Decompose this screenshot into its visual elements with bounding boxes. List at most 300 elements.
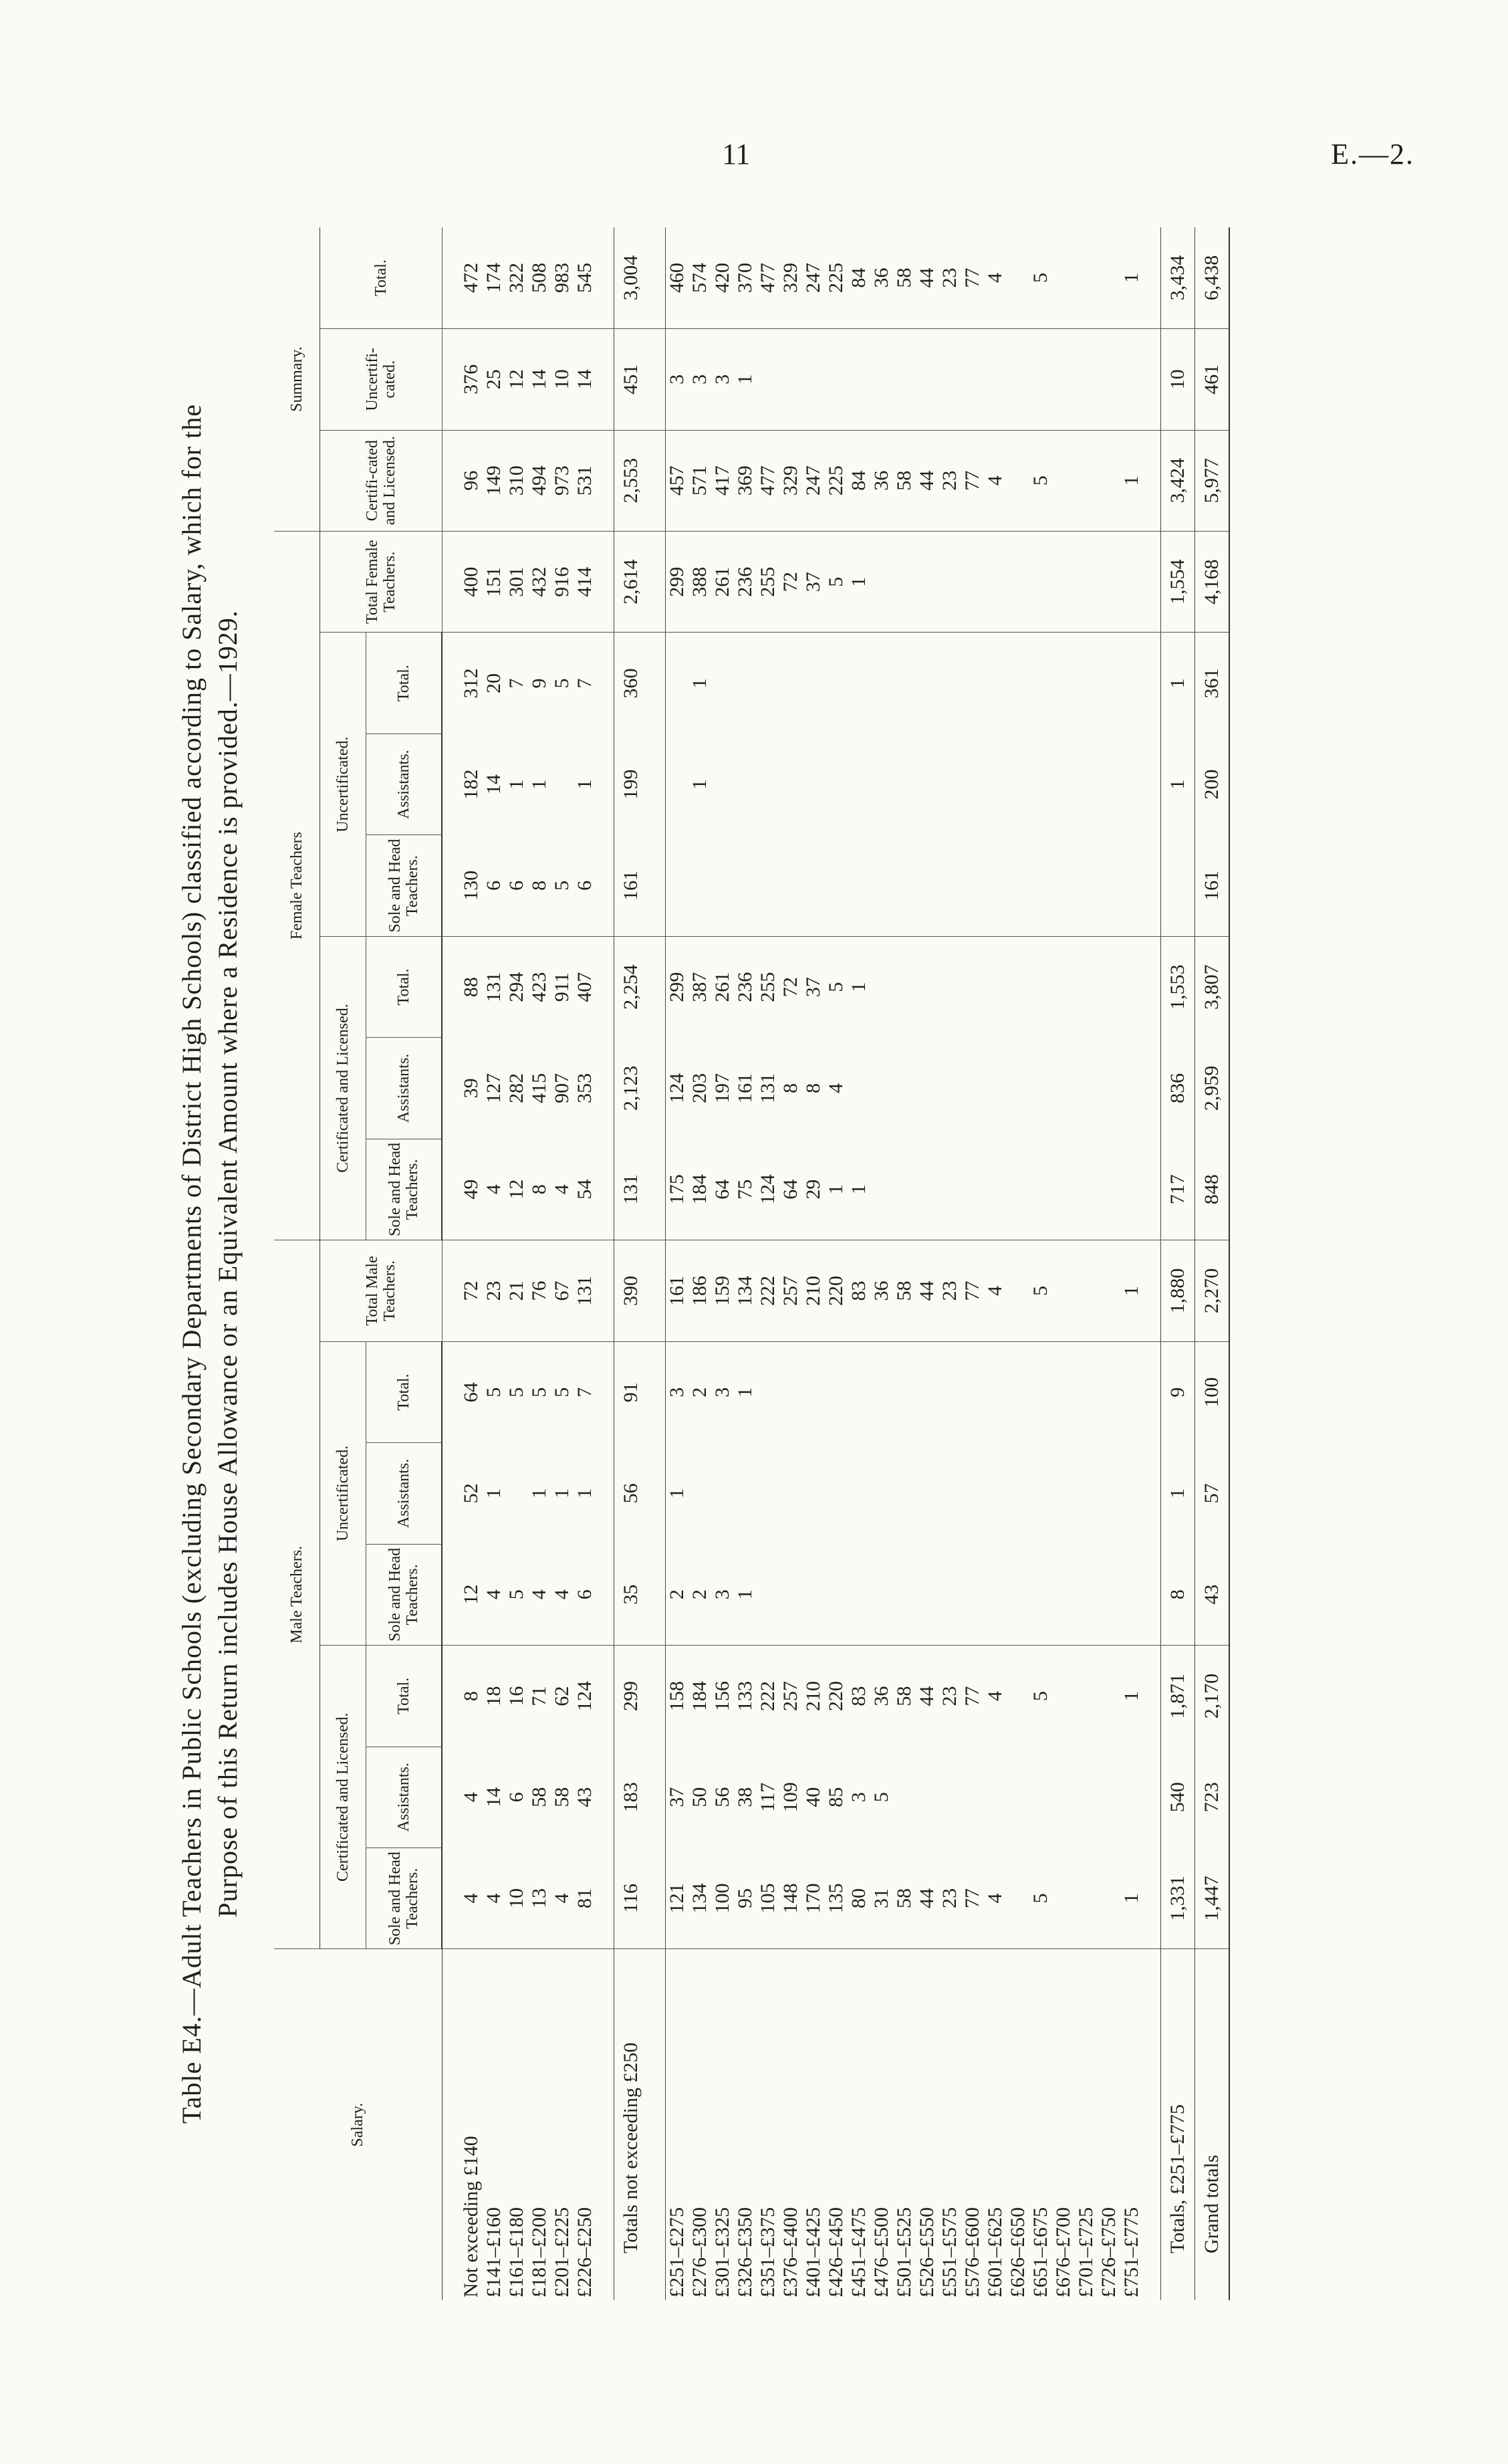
table-cell: 299 bbox=[666, 936, 689, 1037]
table-cell: 222 bbox=[757, 1646, 779, 1747]
table-cell: 5 bbox=[551, 633, 574, 734]
table-cell: 388 bbox=[688, 532, 711, 633]
table-cell bbox=[984, 734, 1007, 834]
table-cell bbox=[1120, 734, 1143, 834]
table-cell bbox=[870, 1341, 893, 1442]
table-cell bbox=[802, 1341, 825, 1442]
female-uncert-sole-header: Sole and Head Teachers. bbox=[366, 835, 443, 936]
table-cell: 183 bbox=[614, 1747, 648, 1847]
female-uncert-assist-header: Assistants. bbox=[366, 734, 443, 834]
table-cell: 1,331 bbox=[1161, 1847, 1195, 1948]
table-cell bbox=[893, 1544, 916, 1645]
table-cell: 361 bbox=[1195, 633, 1230, 734]
table-cell bbox=[505, 1443, 528, 1544]
table-cell: 10 bbox=[551, 329, 574, 430]
table-cell bbox=[757, 1544, 779, 1645]
table-cell: 134 bbox=[688, 1883, 711, 1914]
table-cell: 64 bbox=[711, 1179, 733, 1200]
table-cell: 77 bbox=[961, 430, 984, 531]
table-row bbox=[779, 227, 802, 2300]
table-cell: 4 bbox=[483, 1184, 505, 1195]
table-cell bbox=[1120, 329, 1143, 430]
table-cell: 12 bbox=[460, 1584, 482, 1605]
row-label: £326–£350 bbox=[734, 1949, 757, 2300]
table-cell: 574 bbox=[688, 263, 711, 294]
table-cell: 85 bbox=[825, 1787, 847, 1807]
table-cell bbox=[1075, 1747, 1098, 1847]
table-cell bbox=[1007, 1646, 1029, 1747]
table-cell bbox=[1029, 633, 1052, 734]
table-cell: 54 bbox=[574, 1179, 596, 1200]
table-cell: 1 bbox=[1120, 430, 1143, 531]
table-cell: 131 bbox=[574, 1240, 596, 1342]
table-cell bbox=[1075, 734, 1098, 834]
table-cell: 3 bbox=[666, 1341, 689, 1442]
table-row bbox=[528, 227, 551, 2300]
table-cell: 80 bbox=[848, 1888, 870, 1908]
female-cert-total-header: Total. bbox=[366, 936, 443, 1037]
table-row bbox=[961, 227, 984, 2300]
table-cell: 220 bbox=[825, 1240, 848, 1342]
table-cell: 37 bbox=[802, 532, 825, 633]
table-cell: 77 bbox=[961, 267, 983, 288]
male-cert-header: Certificated and Licensed. bbox=[320, 1646, 366, 1949]
table-cell: 5,977 bbox=[1195, 430, 1230, 531]
table-cell bbox=[870, 329, 893, 430]
table-cell bbox=[1007, 532, 1029, 633]
table-cell bbox=[916, 329, 938, 430]
spacer-row bbox=[1143, 227, 1161, 2300]
table-cell: 8 bbox=[528, 1184, 550, 1195]
row-label: £451–£475 bbox=[848, 1949, 870, 2300]
table-cell bbox=[1075, 1341, 1098, 1442]
table-cell: 83 bbox=[848, 1646, 870, 1747]
table-cell: 1 bbox=[1120, 273, 1142, 284]
table-cell bbox=[1052, 1139, 1075, 1240]
table-cell bbox=[1052, 1544, 1075, 1645]
table-cell: 161 bbox=[614, 835, 648, 936]
table-cell bbox=[938, 1341, 961, 1442]
table-cell bbox=[1098, 1847, 1120, 1948]
table-cell: 23 bbox=[938, 267, 961, 288]
table-cell: 973 bbox=[551, 430, 574, 531]
table-body bbox=[442, 227, 1229, 2300]
subtotal-row bbox=[1161, 227, 1195, 2300]
table-cell: 44 bbox=[916, 1888, 938, 1908]
table-cell bbox=[984, 1139, 1007, 1240]
table-cell bbox=[961, 532, 984, 633]
table-cell bbox=[1098, 329, 1120, 430]
summary-total-header: Total. bbox=[320, 227, 443, 329]
male-uncert-header: Uncertificated. bbox=[320, 1341, 366, 1645]
table-cell: 255 bbox=[757, 936, 779, 1037]
table-cell bbox=[1029, 1443, 1052, 1544]
table-cell: 121 bbox=[666, 1847, 689, 1948]
table-cell: 199 bbox=[614, 734, 648, 834]
table-cell: 186 bbox=[688, 1240, 711, 1342]
table-cell: 4 bbox=[460, 1792, 482, 1803]
table-cell bbox=[1161, 835, 1195, 936]
table-cell: 2,254 bbox=[614, 936, 648, 1037]
table-cell bbox=[802, 734, 825, 834]
table-cell bbox=[1098, 1544, 1120, 1645]
table-cell: 4 bbox=[984, 273, 1006, 284]
table-cell: 39 bbox=[460, 1078, 482, 1099]
table-cell bbox=[1120, 532, 1143, 633]
table-row bbox=[825, 227, 848, 2300]
table-cell bbox=[1052, 835, 1075, 936]
table-cell bbox=[893, 1443, 916, 1544]
table-row bbox=[460, 227, 483, 2300]
table-cell bbox=[1029, 532, 1052, 633]
table-cell bbox=[848, 1544, 870, 1645]
table-cell bbox=[938, 734, 961, 834]
table-cell: 84 bbox=[848, 430, 870, 531]
table-cell: 983 bbox=[551, 263, 573, 294]
table-cell: 1 bbox=[1161, 1443, 1195, 1544]
table-cell bbox=[984, 1544, 1007, 1645]
table-cell: 387 bbox=[688, 936, 711, 1037]
table-cell bbox=[1120, 1747, 1143, 1847]
row-label: £426–£450 bbox=[825, 1949, 848, 2300]
table-cell: 4 bbox=[483, 1589, 505, 1600]
female-uncert-total-header: Total. bbox=[366, 633, 443, 734]
table-row bbox=[574, 227, 596, 2300]
table-cell bbox=[848, 1443, 870, 1544]
table-cell bbox=[1007, 734, 1029, 834]
table-cell: 353 bbox=[574, 1073, 596, 1103]
table-cell: 7 bbox=[505, 633, 528, 734]
table-cell bbox=[893, 532, 916, 633]
table-cell: 836 bbox=[1161, 1038, 1195, 1139]
male-uncert-assist-header: Assistants. bbox=[366, 1443, 443, 1544]
male-cert-sole-header: Sole and Head Teachers. bbox=[366, 1847, 443, 1948]
table-cell bbox=[1007, 1747, 1029, 1847]
table-cell: 3,807 bbox=[1195, 936, 1230, 1037]
table-cell: 18 bbox=[483, 1646, 505, 1747]
table-cell bbox=[825, 1443, 848, 1544]
table-cell: 400 bbox=[460, 532, 483, 633]
table-cell bbox=[1075, 1240, 1098, 1342]
table-cell: 5 bbox=[1029, 273, 1051, 284]
table-cell bbox=[1029, 1544, 1052, 1645]
table-cell: 13 bbox=[528, 1888, 550, 1908]
table-cell: 77 bbox=[961, 1888, 983, 1908]
table-cell bbox=[1075, 1646, 1098, 1747]
table-cell: 299 bbox=[666, 532, 689, 633]
table-cell: 916 bbox=[551, 532, 574, 633]
table-cell: 407 bbox=[574, 936, 596, 1037]
table-cell bbox=[848, 835, 870, 936]
table-cell: 329 bbox=[779, 263, 801, 294]
table-cell: 1,553 bbox=[1161, 936, 1195, 1037]
table-cell bbox=[916, 1341, 938, 1442]
table-cell: 4 bbox=[984, 1240, 1007, 1342]
table-cell: 1 bbox=[1161, 734, 1195, 834]
table-cell: 1 bbox=[688, 779, 711, 790]
table-cell bbox=[984, 329, 1007, 430]
table-cell: 36 bbox=[870, 1240, 893, 1342]
table-cell bbox=[984, 1443, 1007, 1544]
table-cell bbox=[848, 1341, 870, 1442]
table-cell bbox=[984, 1341, 1007, 1442]
table-cell: 247 bbox=[802, 263, 824, 294]
table-cell bbox=[757, 835, 779, 936]
table-cell: 415 bbox=[528, 1073, 550, 1103]
table-cell bbox=[916, 532, 938, 633]
table-cell: 4 bbox=[460, 1893, 482, 1904]
table-cell: 5 bbox=[505, 1341, 528, 1442]
table-cell: 5 bbox=[870, 1792, 892, 1803]
table-cell: 222 bbox=[757, 1240, 779, 1342]
table-cell: 460 bbox=[666, 227, 689, 329]
table-cell bbox=[1029, 835, 1052, 936]
table-cell bbox=[1007, 1443, 1029, 1544]
table-cell bbox=[1052, 1240, 1075, 1342]
table-cell: 2 bbox=[688, 1589, 711, 1600]
table-cell bbox=[711, 734, 734, 834]
row-label: £726–£750 bbox=[1098, 1949, 1120, 2300]
table-cell bbox=[848, 633, 870, 734]
table-cell: 31 bbox=[870, 1888, 892, 1908]
table-cell bbox=[961, 1544, 984, 1645]
table-cell: 477 bbox=[757, 263, 779, 294]
table-cell: 52 bbox=[460, 1483, 482, 1504]
table-cell: 203 bbox=[688, 1073, 711, 1103]
table-cell: 4 bbox=[984, 1646, 1007, 1747]
table-cell: 1 bbox=[848, 532, 870, 633]
summary-uncert-header: Uncertifi-cated. bbox=[320, 329, 443, 430]
table-cell: 56 bbox=[614, 1443, 648, 1544]
table-cell: 257 bbox=[779, 1240, 802, 1342]
table-cell: 4 bbox=[984, 430, 1007, 531]
table-cell: 23 bbox=[938, 1240, 961, 1342]
table-cell bbox=[961, 1038, 984, 1139]
table-cell: 1 bbox=[848, 936, 870, 1037]
table-cell bbox=[1052, 633, 1075, 734]
table-cell: 133 bbox=[734, 1646, 757, 1747]
row-label: £476–£500 bbox=[870, 1949, 893, 2300]
table-cell bbox=[893, 1038, 916, 1139]
table-cell bbox=[916, 1139, 938, 1240]
table-cell: 8 bbox=[460, 1646, 483, 1747]
table-cell bbox=[802, 835, 825, 936]
table-cell: 58 bbox=[528, 1787, 550, 1807]
table-cell: 117 bbox=[757, 1782, 779, 1812]
total-male-header: Total Male Teachers. bbox=[320, 1240, 443, 1342]
table-cell: 3 bbox=[848, 1792, 870, 1803]
table-cell: 236 bbox=[734, 532, 757, 633]
table-cell: 477 bbox=[757, 430, 779, 531]
table-cell bbox=[1120, 936, 1143, 1037]
table-cell: 1 bbox=[734, 1589, 756, 1600]
female-uncert-header: Uncertificated. bbox=[320, 633, 366, 936]
table-cell: 14 bbox=[528, 329, 551, 430]
table-cell bbox=[1098, 1038, 1120, 1139]
table-cell bbox=[779, 329, 802, 430]
table-cell bbox=[1098, 1747, 1120, 1847]
table-cell bbox=[1007, 633, 1029, 734]
table-cell: 1 bbox=[574, 1488, 596, 1498]
row-label: Not exceeding £140 bbox=[460, 1949, 483, 2300]
table-cell: 255 bbox=[757, 532, 779, 633]
row-label: £526–£550 bbox=[916, 1949, 938, 2300]
row-label: £551–£575 bbox=[938, 1949, 961, 2300]
male-cert-assist-header: Assistants. bbox=[366, 1747, 443, 1847]
table-cell bbox=[825, 1341, 848, 1442]
table-cell bbox=[893, 936, 916, 1037]
table-cell: 5 bbox=[528, 1341, 551, 1442]
table-cell bbox=[961, 835, 984, 936]
table-cell bbox=[779, 1341, 802, 1442]
table-cell bbox=[938, 532, 961, 633]
table-cell bbox=[1120, 633, 1143, 734]
table-cell: 184 bbox=[688, 1646, 711, 1747]
table-cell bbox=[1098, 734, 1120, 834]
table-cell: 1 bbox=[825, 1184, 847, 1195]
table-cell: 159 bbox=[711, 1240, 734, 1342]
table-cell: 1 bbox=[528, 1488, 550, 1498]
table-row bbox=[505, 227, 528, 2300]
table-cell bbox=[938, 1139, 961, 1240]
table-cell: 417 bbox=[711, 430, 734, 531]
table-cell: 184 bbox=[688, 1174, 711, 1205]
table-cell: 14 bbox=[483, 1787, 505, 1807]
table-cell bbox=[1052, 1443, 1075, 1544]
table-cell: 1 bbox=[848, 1184, 870, 1195]
table-title-line-1: Table E4.—Adult Teachers in Public Schools (excluding Secondary Departments of District High Schools) classified according to Salary, which for the bbox=[176, 404, 207, 2124]
table-cell: 116 bbox=[614, 1847, 648, 1948]
table-cell bbox=[1098, 227, 1120, 329]
table-cell bbox=[916, 835, 938, 936]
table-cell: 220 bbox=[825, 1646, 848, 1747]
table-cell: 58 bbox=[893, 267, 915, 288]
table-row bbox=[734, 227, 757, 2300]
table-cell bbox=[1120, 1544, 1143, 1645]
table-cell: 37 bbox=[802, 936, 825, 1037]
table-cell bbox=[825, 1544, 848, 1645]
table-row bbox=[1029, 227, 1052, 2300]
row-label: £181–£200 bbox=[528, 1949, 551, 2300]
table-cell: 369 bbox=[734, 430, 757, 531]
table-cell: 508 bbox=[528, 263, 550, 294]
row-label: £501–£525 bbox=[893, 1949, 916, 2300]
table-cell bbox=[666, 734, 689, 834]
table-cell bbox=[1075, 227, 1098, 329]
table-cell: 58 bbox=[893, 430, 916, 531]
row-label: £676–£700 bbox=[1052, 1949, 1075, 2300]
table-cell: 134 bbox=[734, 1240, 757, 1342]
table-cell bbox=[1052, 227, 1075, 329]
table-cell: 10 bbox=[1161, 329, 1195, 430]
table-cell bbox=[734, 734, 757, 834]
table-cell: 131 bbox=[757, 1073, 779, 1103]
table-cell bbox=[1098, 1646, 1120, 1747]
table-cell bbox=[757, 734, 779, 834]
page-reference: E.—2. bbox=[1331, 138, 1414, 171]
table-cell: 12 bbox=[505, 329, 528, 430]
table-row bbox=[1098, 227, 1120, 2300]
table-cell: 432 bbox=[528, 532, 551, 633]
row-label: £161–£180 bbox=[505, 1949, 528, 2300]
table-cell: 7 bbox=[574, 1341, 596, 1442]
table-cell bbox=[916, 1038, 938, 1139]
table-cell: 5 bbox=[825, 532, 848, 633]
table-row bbox=[688, 227, 711, 2300]
table-cell: 64 bbox=[460, 1341, 483, 1442]
table-cell: 8 bbox=[779, 1083, 801, 1093]
table-cell bbox=[779, 835, 802, 936]
table-cell bbox=[870, 1443, 893, 1544]
table-cell: 1 bbox=[505, 779, 527, 790]
table-cell bbox=[734, 835, 757, 936]
table-cell: 5 bbox=[551, 880, 573, 891]
table-row bbox=[916, 227, 938, 2300]
table-cell bbox=[1029, 1341, 1052, 1442]
table-title-line-2: Purpose of this Return includes House Allowance or an Equivalent Amount where a Residence is provided.—1929. bbox=[213, 610, 243, 1918]
male-cert-total-header: Total. bbox=[366, 1646, 443, 1747]
table-cell: 4 bbox=[551, 1893, 573, 1904]
table-cell: 23 bbox=[938, 1646, 961, 1747]
table-cell bbox=[1075, 1544, 1098, 1645]
table-cell: 257 bbox=[779, 1646, 802, 1747]
table-cell bbox=[1029, 1139, 1052, 1240]
table-cell bbox=[1052, 1038, 1075, 1139]
table-cell: 322 bbox=[505, 263, 527, 294]
row-label: £651–£675 bbox=[1029, 1949, 1052, 2300]
table-cell: 1 bbox=[1161, 633, 1195, 734]
table-cell bbox=[757, 329, 779, 430]
table-cell: 81 bbox=[574, 1888, 596, 1908]
table-row bbox=[1075, 227, 1098, 2300]
table-cell bbox=[802, 1443, 825, 1544]
table-cell: 29 bbox=[802, 1179, 824, 1200]
table-cell bbox=[1029, 1747, 1052, 1847]
table-cell: 3 bbox=[688, 329, 711, 430]
table-cell bbox=[1075, 1139, 1098, 1240]
table-cell: 75 bbox=[734, 1179, 756, 1200]
salary-table bbox=[274, 227, 1230, 2300]
table-cell bbox=[1007, 1341, 1029, 1442]
row-label: £301–£325 bbox=[711, 1949, 734, 2300]
table-cell bbox=[870, 633, 893, 734]
table-cell: 197 bbox=[711, 1073, 733, 1103]
table-cell bbox=[1075, 329, 1098, 430]
table-cell bbox=[1052, 430, 1075, 531]
table-cell bbox=[1052, 1646, 1075, 1747]
table-cell: 1,554 bbox=[1161, 532, 1195, 633]
table-cell bbox=[1075, 1847, 1098, 1948]
row-label: £351–£375 bbox=[757, 1949, 779, 2300]
table-cell: 2,123 bbox=[614, 1038, 648, 1139]
table-cell: 6 bbox=[574, 1589, 596, 1600]
table-cell: 84 bbox=[848, 267, 870, 288]
table-cell: 4,168 bbox=[1195, 532, 1230, 633]
table-cell: 156 bbox=[711, 1646, 734, 1747]
table-cell: 9 bbox=[528, 633, 551, 734]
table-cell bbox=[1075, 532, 1098, 633]
table-cell bbox=[1098, 1443, 1120, 1544]
table-cell: 14 bbox=[574, 329, 596, 430]
table-cell bbox=[1052, 329, 1075, 430]
table-cell bbox=[711, 1443, 734, 1544]
table-cell: 21 bbox=[505, 1240, 528, 1342]
table-cell bbox=[893, 835, 916, 936]
table-cell: 3 bbox=[711, 1341, 734, 1442]
row-label: £401–£425 bbox=[802, 1949, 825, 2300]
table-cell bbox=[984, 835, 1007, 936]
table-cell: 88 bbox=[460, 936, 483, 1037]
